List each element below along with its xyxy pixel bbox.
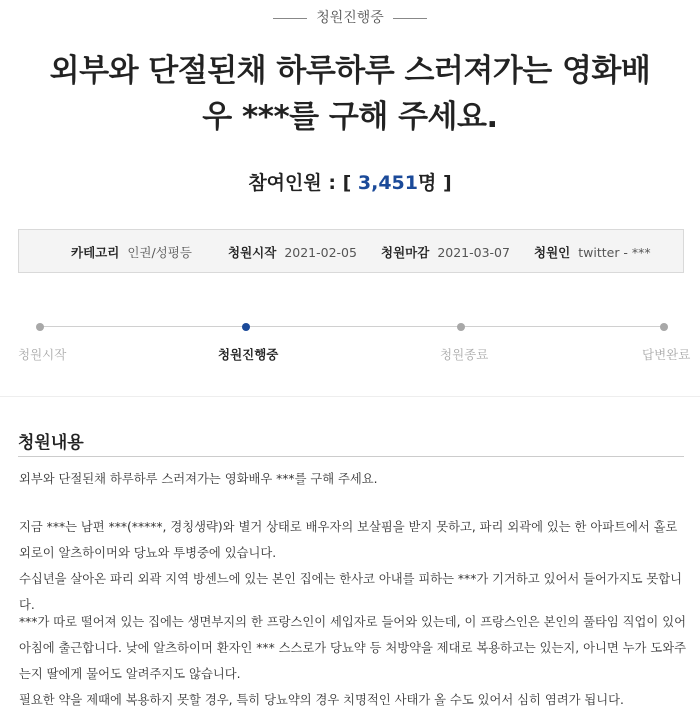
progress-dot-ongoing (242, 323, 250, 331)
participant-number: 3,451 (357, 172, 418, 194)
content-text-1: 외부와 단절된채 하루하루 스러져가는 영화배우 ***를 구해 주세요. (19, 472, 378, 486)
meta-start-value: 2021-02-05 (284, 245, 357, 260)
status-dash-right (393, 18, 427, 19)
content-text-4: ***가 따로 떨어져 있는 집에는 생면부지의 한 프랑스인이 세입자로 들어와 있는데, 이 프랑스인은 본인의 풀타임 직업이 있어 아침에 출근합니다. 낮에 알츠하이머 환자인 *** 스스로가 당뇨약 등 처방약을 제대로 복용하고는 있는지, 아니면 누가 도와주는지 딸에게 물어도 알려주지도 않습니다. (19, 615, 686, 681)
meta-end-value: 2021-03-07 (437, 245, 510, 260)
petition-meta-box (18, 229, 684, 273)
progress-dot-start (36, 323, 44, 331)
progress-line (40, 326, 664, 327)
participant-close-bracket: ] (442, 172, 452, 194)
content-heading-rule (18, 456, 684, 457)
petition-status-row (0, 7, 700, 27)
participant-open-bracket: [ (342, 172, 352, 194)
content-text-2: 지금 ***는 남편 ***(*****, 경칭생략)와 별거 상태로 배우자의 보살핌을 받지 못하고, 파리 외곽에 있는 한 아파트에서 홀로 외로이 알츠하이머와 당뇨와 투병중에 있습니다. (19, 520, 678, 560)
content-text-3: 수십년을 살아온 파리 외곽 지역 방센느에 있는 본인 집에는 한사코 아내를 피하는 ***가 기거하고 있어서 들어가지도 못합니다. (19, 572, 683, 612)
petition-title-line2: 우 ***를 구해 주세요. (202, 99, 498, 135)
status-dash-left (273, 18, 307, 19)
participant-count (0, 168, 700, 195)
step-label-ongoing: 청원진행중 (218, 347, 279, 362)
content-paragraph-3 (19, 609, 691, 713)
meta-category-value: 인권/성평등 (127, 245, 192, 260)
participant-unit: 명 (418, 172, 437, 194)
participant-label: 참여인원 : (248, 172, 336, 194)
meta-category (71, 243, 192, 261)
progress-dot-answered (660, 323, 668, 331)
content-paragraph-1 (19, 466, 691, 492)
petition-title (40, 48, 660, 140)
meta-start (228, 243, 357, 261)
content-heading: 청원내용 (18, 433, 84, 453)
step-label-start: 청원시작 (18, 347, 67, 362)
meta-petitioner-label: 청원인 (534, 245, 571, 260)
step-label-answered: 답변완료 (642, 347, 691, 362)
meta-end (381, 243, 510, 261)
meta-end-label: 청원마감 (381, 245, 430, 260)
step-label-closed: 청원종료 (440, 347, 489, 362)
meta-category-label: 카테고리 (71, 245, 120, 260)
meta-petitioner-value: twitter - *** (578, 245, 651, 260)
petition-status: 청원진행중 (316, 10, 384, 26)
progress-dot-closed (457, 323, 465, 331)
meta-start-label: 청원시작 (228, 245, 277, 260)
meta-petitioner (534, 243, 651, 261)
section-divider (0, 396, 700, 397)
content-text-5: 필요한 약을 제때에 복용하지 못할 경우, 특히 당뇨약의 경우 치명적인 사태가 올 수도 있어서 심히 염려가 됩니다. (19, 693, 624, 707)
petition-title-line1: 외부와 단절된채 하루하루 스러져가는 영화배 (49, 53, 651, 89)
content-paragraph-2 (19, 514, 691, 618)
